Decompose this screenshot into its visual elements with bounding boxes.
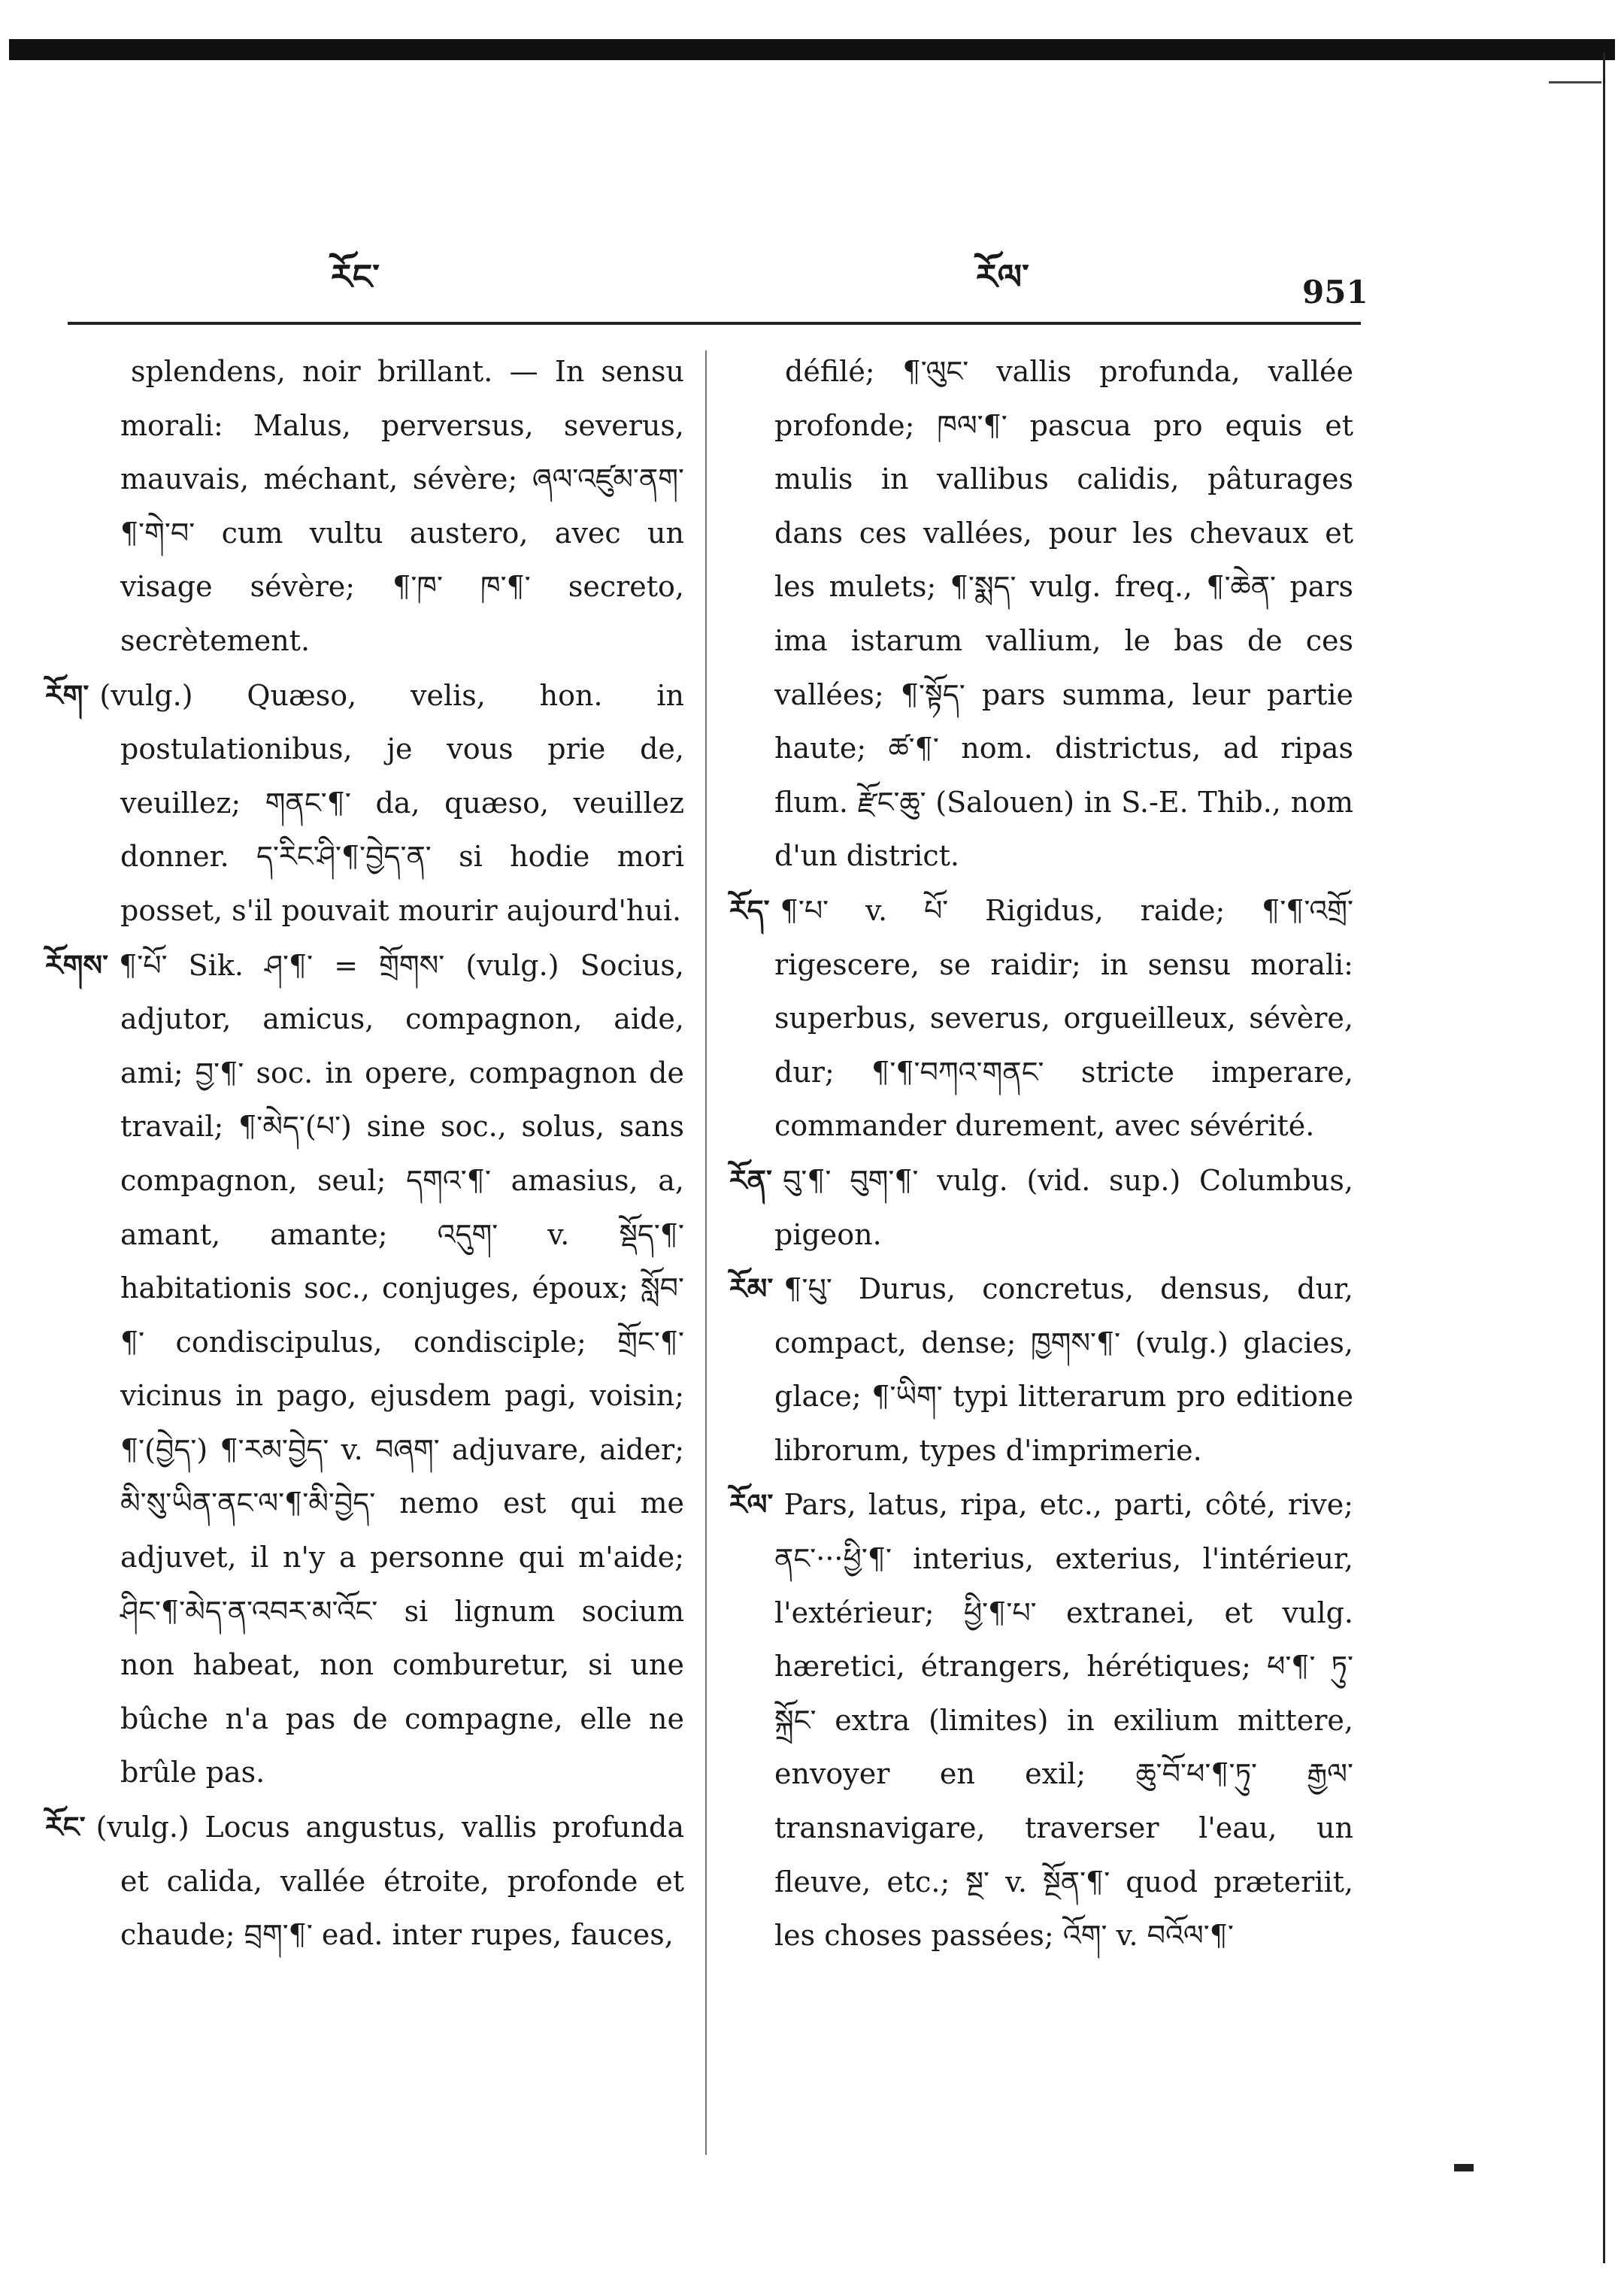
scan-margin-mark (1454, 2164, 1474, 2171)
dictionary-entry (729, 1477, 1353, 1962)
entry-text: ¶་པུ་ Durus, concretus, densus, dur, compact, dense; ཁྱགས་¶་ (vulg.) glacies, glace; ¶་ཡིག་ typi litterarum pro editione librorum, types d'imprimerie. (774, 1272, 1353, 1467)
dictionary-entry (30, 1800, 684, 1962)
column-divider (705, 350, 707, 2155)
right-column (729, 344, 1353, 1963)
dictionary-entry (729, 883, 1353, 1153)
page-number: 951 (1302, 274, 1368, 311)
scan-right-edge (1603, 53, 1605, 2263)
scan-top-bar (9, 39, 1615, 60)
dictionary-entry (30, 344, 684, 668)
dictionary-entry (30, 938, 684, 1801)
dictionary-entry (729, 1262, 1353, 1477)
entry-text: splendens, noir brillant. — In sensu morali: Malus, perversus, severus, mauvais, méchant, sévère; ཞལ་འཛུམ་ནག་ ¶་གེ་བ་ cum vultu austero, avec un visage sévère; ¶་ཁ་ ཁ་¶་ secreto, secrètement. (120, 355, 684, 657)
entry-headword: རོལ་ (729, 1487, 774, 1522)
scan-edge-mark (1549, 81, 1601, 83)
dictionary-entry (744, 344, 1353, 883)
running-head-right: རོལ་ (976, 256, 1029, 297)
entry-text: ¶་པ་ v. པོ་ Rigidus, raide; ¶་¶་འགྲོ་ rigescere, se raidir; in sensu morali: superbus, severus, orgueilleux, sévère, dur; ¶་¶་བཀའ་གནང་ stricte imperare, commander durement, avec sévérité. (774, 893, 1353, 1143)
entry-text: བུ་¶་ བུག་¶་ vulg. (vid. sup.) Columbus, pigeon. (774, 1163, 1353, 1251)
entry-text: Pars, latus, ripa, etc., parti, côté, rive; ནང་···ཕྱི་¶་ interius, exterius, l'intérieur, l'extérieur; ཕྱི་¶་པ་ extranei, et vulg. hæretici, étrangers, hérétiques; ཕ་¶་ ཏུ་སྐྲོང་ extra (limites) in exilium mittere, envoyer en exil; ཆུ་བོ་ཕ་¶་ཏུ་ རྒྱལ་ transnavigare, traverser l'eau, un fleuve, etc.; སྔ་ v. སྔོན་¶་ quod præteriit, les choses passées; འོག་ v. བའོལ་¶་ (774, 1488, 1353, 1953)
entry-text: (vulg.) Quæso, velis, hon. in postulationibus, je vous prie de, veuillez; གནང་¶་ da, quæso, veuillez donner. ད་རིང་ཤི་¶་བྱེད་ན་ si hodie mori posset, s'il pouvait mourir aujourd'hui. (99, 678, 684, 927)
running-head-left: རོང་ (331, 256, 380, 297)
header-rule (68, 322, 1361, 325)
entry-headword: རོམ་ (729, 1271, 774, 1306)
entry-text: (vulg.) Locus angustus, vallis profunda et calida, vallée étroite, profonde et chaude; བྲག་¶་ ead. inter rupes, fauces, (95, 1811, 684, 1952)
entry-headword: རོག་ (45, 677, 89, 712)
entry-headword: རོང་ (45, 1810, 86, 1844)
entry-text: ¶་པོ་ Sik. ཤ་¶་ = གྲོགས་ (vulg.) Socius, adjutor, amicus, compagnon, aide, ami; བྱ་¶་ soc. in opere, compagnon de travail; ¶་མེད་(པ་) sine soc., solus, sans compagnon, seul; དགའ་¶་ amasius, a, amant, amante; འདུག་ v. སྡོད་¶་ habitationis soc., conjuges, époux; སློབ་¶་ condiscipulus, condisciple; གྲོང་¶་ vicinus in pago, ejusdem pagi, voisin; ¶་(བྱེད་) ¶་རམ་བྱེད་ v. བཞག་ adjuvare, aider; མི་སུ་ཡིན་ནང་ལ་¶་མི་བྱེད་ nemo est qui me adjuvet, il n'y a personne qui m'aide; ཤིང་¶་མེད་ན་འབར་མ་འོང་ si lignum socium non habeat, non comburetur, si une bûche n'a pas de compagne, elle ne brûle pas. (119, 948, 684, 1790)
dictionary-entry (30, 668, 684, 938)
dictionary-entry (729, 1153, 1353, 1262)
entry-text: défilé; ¶་ལུང་ vallis profunda, vallée profonde; ཁལ་¶་ pascua pro equis et mulis in vallibus calidis, pâturages dans ces vallées, pour les chevaux et les mulets; ¶་སྨད་ vulg. freq., ¶་ཆེན་ pars ima istarum vallium, le bas de ces vallées; ¶་སྟོད་ pars summa, leur partie haute; ཚ་¶་ nom. districtus, ad ripas flum. རྫོང་ཆུ་ (Salouen) in S.-E. Thib., nom d'un district. (774, 355, 1353, 873)
entry-headword: རོད་ (729, 892, 770, 927)
entry-headword: རོགས་ (45, 947, 109, 982)
entry-headword: རོན་ (729, 1162, 773, 1197)
left-column (30, 344, 684, 1962)
